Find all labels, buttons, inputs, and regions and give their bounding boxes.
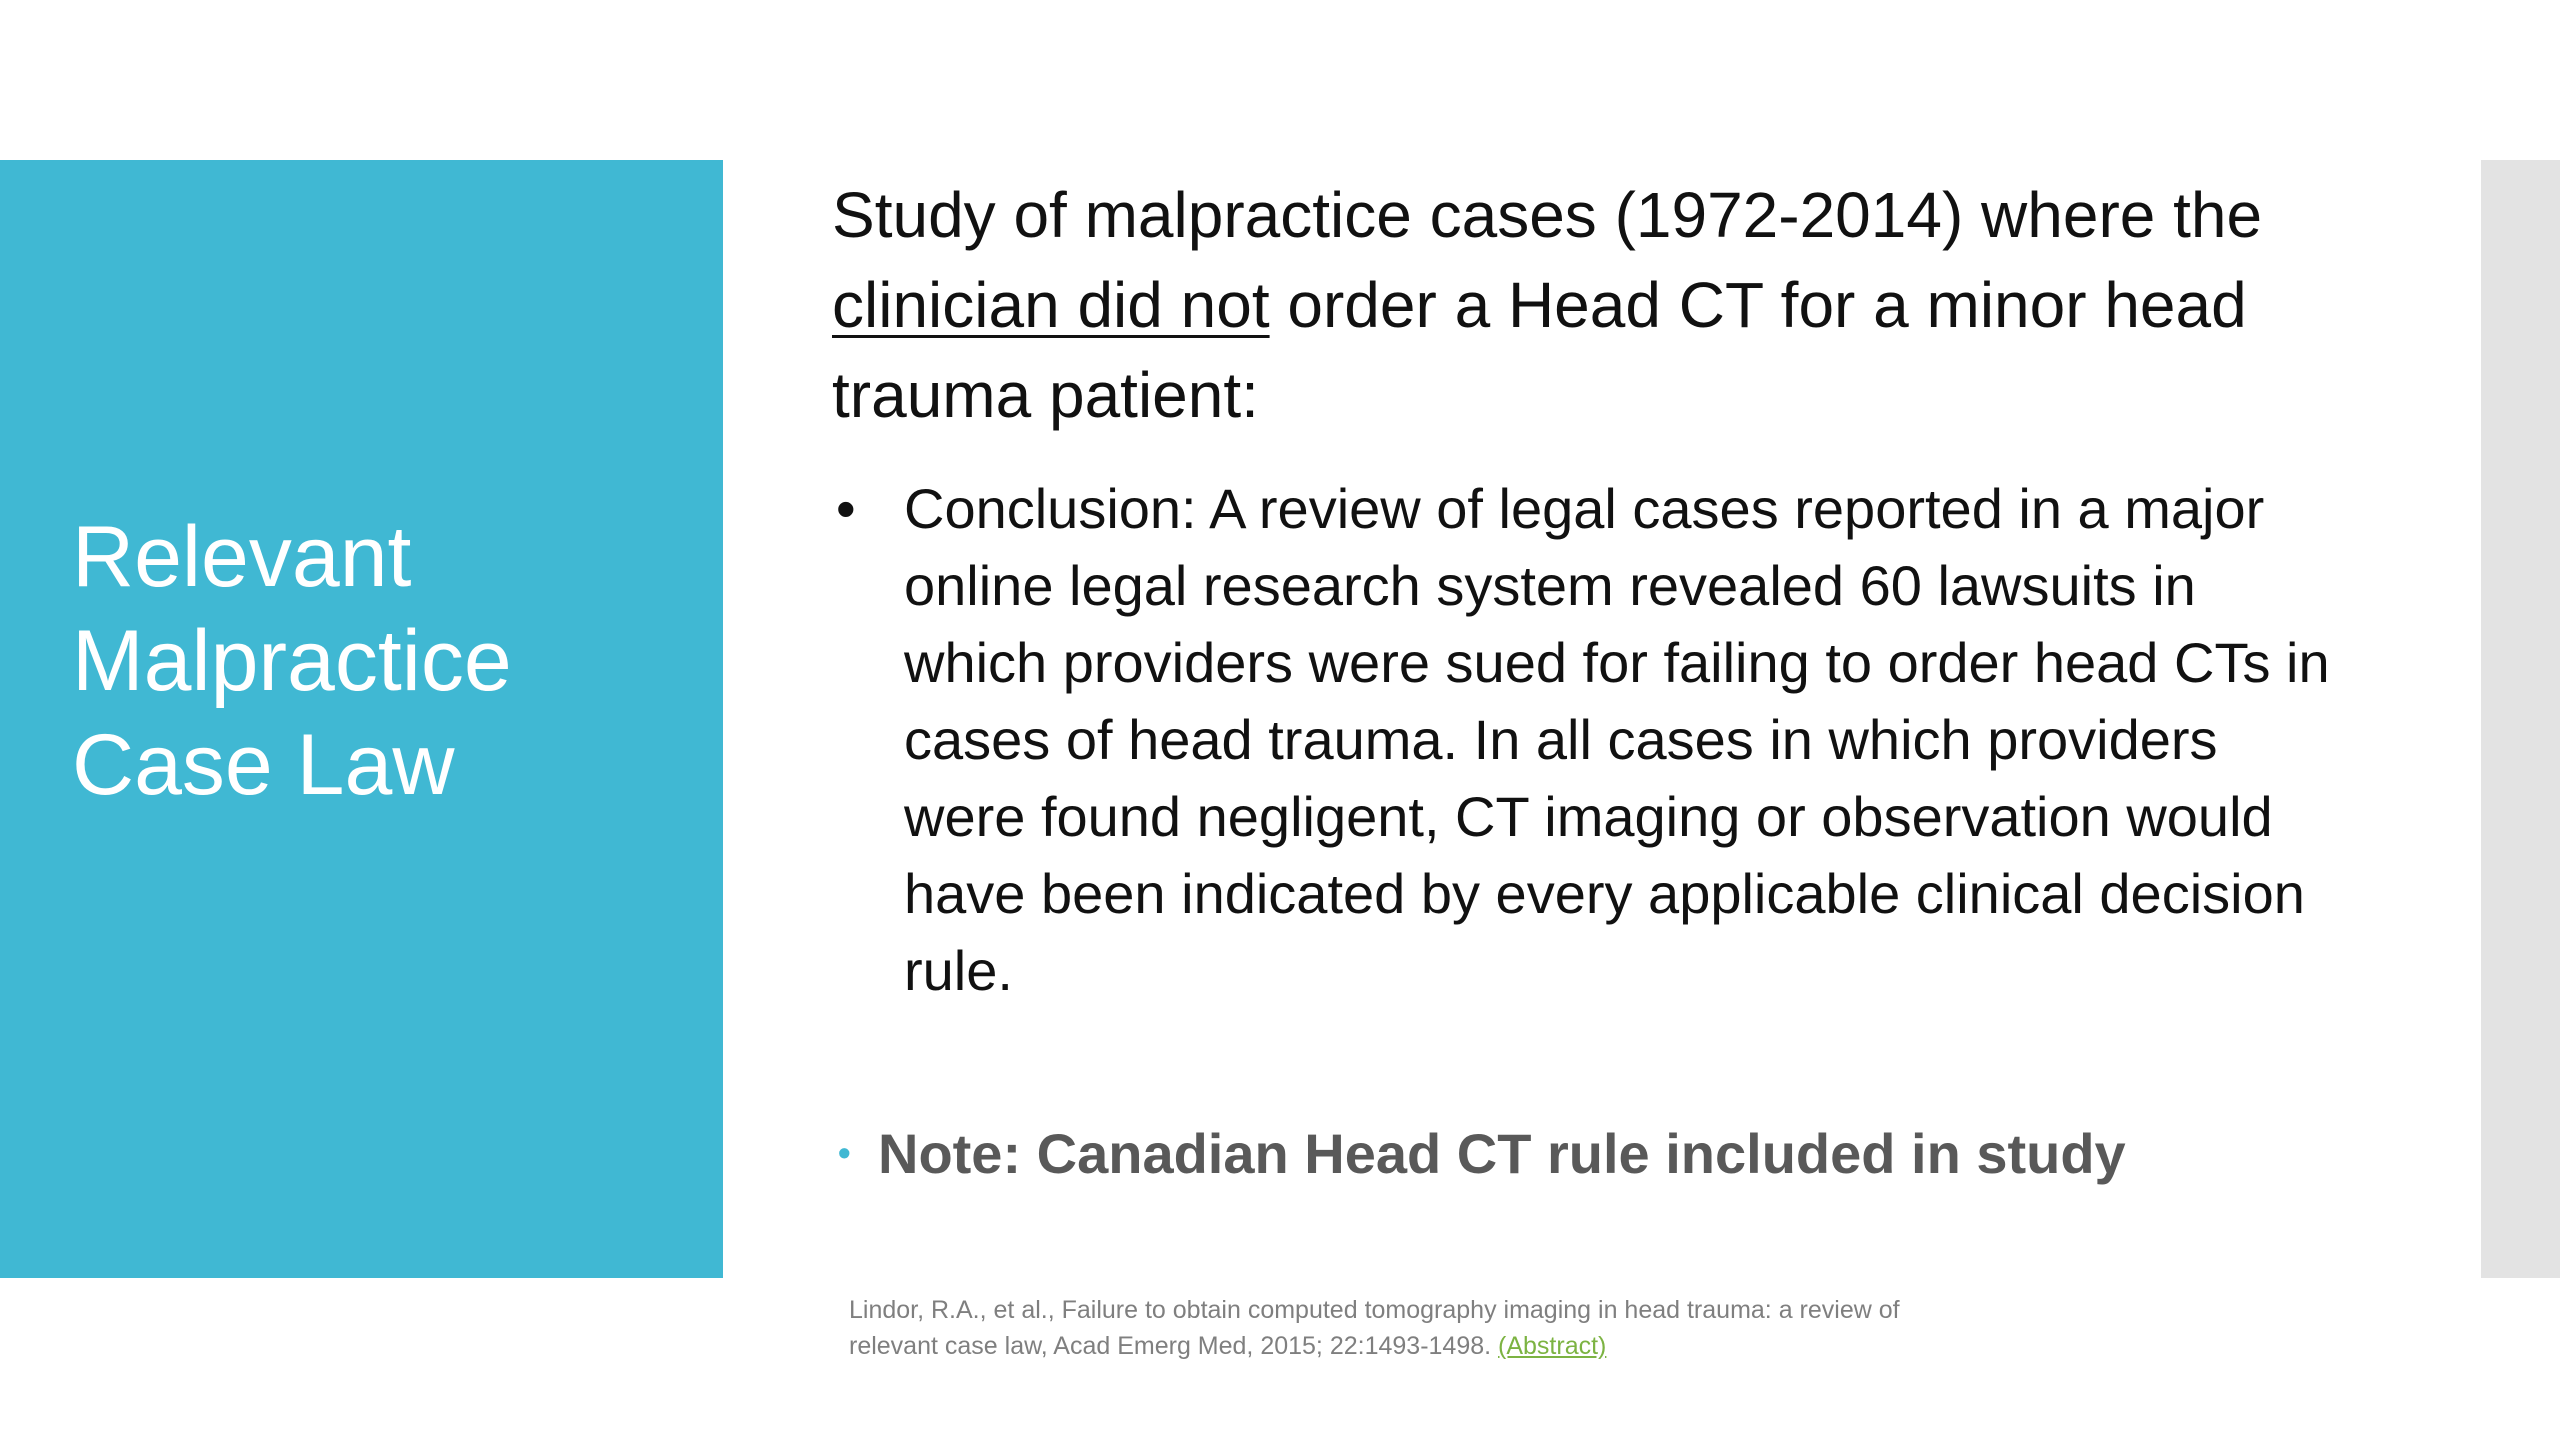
note-bullet-item bbox=[832, 1118, 2392, 1189]
citation bbox=[849, 1292, 2149, 1364]
main-content bbox=[832, 170, 2392, 1009]
right-decorative-strip bbox=[2481, 160, 2560, 1278]
slide-title-line-3: Case Law bbox=[72, 717, 455, 813]
slide-title-line-2: Malpractice bbox=[72, 613, 512, 709]
study-heading bbox=[832, 170, 2392, 440]
citation-line-2 bbox=[849, 1328, 2149, 1364]
conclusion-text: Conclusion: A review of legal cases reported in a major online legal research system revealed 60 lawsuits in which providers were sued for failing to order head CTs in cases of head trauma. In all cases in which providers were found negligent, CT imaging or observation would have been indicated by every applicable clinical decision rule. bbox=[904, 477, 2330, 1002]
note-text: Note: Canadian Head CT rule included in study bbox=[878, 1122, 2126, 1185]
study-heading-text-end: order a Head CT for a minor head trauma patient: bbox=[832, 269, 2247, 431]
bullet-icon: • bbox=[836, 477, 856, 540]
note-bullet-icon: • bbox=[838, 1132, 851, 1173]
conclusion-bullet-item bbox=[832, 470, 2344, 1009]
slide-title-line-1: Relevant bbox=[72, 509, 412, 605]
citation-line-2-text: relevant case law, Acad Emerg Med, 2015; 22:1493-1498. bbox=[849, 1332, 1499, 1360]
study-heading-text: Study of malpractice cases (1972-2014) where the bbox=[832, 179, 2263, 251]
citation-line-1: Lindor, R.A., et al., Failure to obtain computed tomography imaging in head trauma: a review of bbox=[849, 1296, 1900, 1324]
study-heading-underlined: clinician did not bbox=[832, 269, 1270, 341]
slide-title bbox=[72, 505, 692, 817]
abstract-link[interactable]: (Abstract) bbox=[1498, 1332, 1607, 1360]
